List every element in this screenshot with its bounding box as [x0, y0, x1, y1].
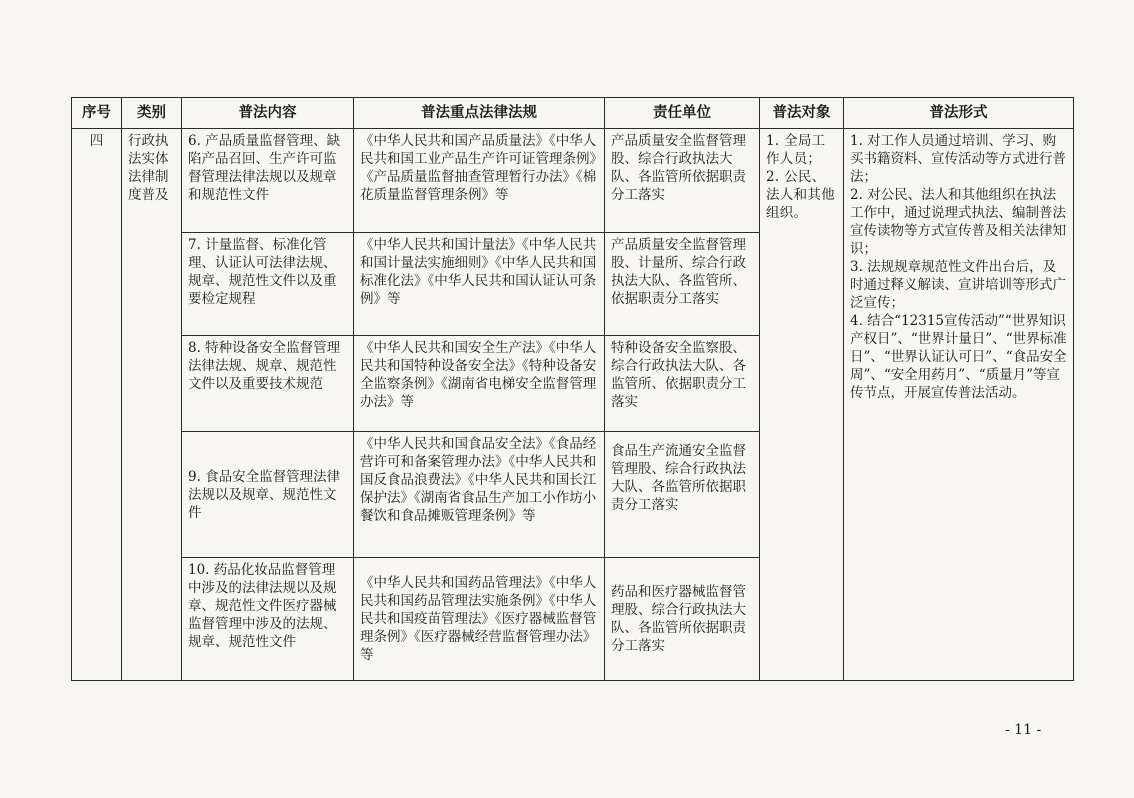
header-forms: 普法形式 — [844, 98, 1074, 129]
unit-cell — [605, 336, 760, 432]
unit-cell — [605, 558, 760, 681]
laws-cell — [354, 558, 605, 681]
unit-text: 产品质量安全监督管理股、计量所、综合行政执法大队、各监管所、依据职责分工落实 — [611, 237, 746, 307]
laws-text: 《中华人民共和国计量法》《中华人民共和国计量法实施细则》《中华人民共和国标准化法》《中华人民共和国认证认可条例》等 — [360, 237, 597, 307]
law-popularization-table — [71, 97, 1074, 681]
table-header-row — [72, 98, 1074, 129]
laws-cell — [354, 233, 605, 336]
target-text: 1. 全局工作人员； 2. 公民、法人和其他组织。 — [766, 133, 835, 221]
unit-text: 药品和医疗器械监督管理股、综合行政执法大队、各监管所依据职责分工落实 — [611, 584, 746, 654]
target-cell — [760, 129, 844, 681]
category-cell — [122, 129, 182, 681]
content-cell — [182, 129, 354, 233]
header-laws: 普法重点法律法规 — [354, 98, 605, 129]
table-row — [72, 129, 1074, 233]
content-text: 6. 产品质量监督管理、缺陷产品召回、生产许可监督管理法律法规以及规章和规范性文件 — [188, 133, 341, 203]
header-serial: 序号 — [72, 98, 122, 129]
content-cell — [182, 432, 354, 558]
content-cell — [182, 558, 354, 681]
serial-cell — [72, 129, 122, 681]
content-text: 8. 特种设备安全监督管理法律法规、规章、规范性文件以及重要技术规范 — [188, 340, 341, 392]
laws-cell — [354, 129, 605, 233]
page-number: - 11 - — [1005, 722, 1042, 738]
content-text: 7. 计量监督、标准化管理、认证认可法律法规、规章、规范性文件以及重要检定规程 — [188, 237, 337, 307]
laws-cell — [354, 432, 605, 558]
unit-text: 食品生产流通安全监督管理股、综合行政执法大队、各监管所依据职责分工落实 — [611, 443, 746, 513]
content-cell — [182, 336, 354, 432]
content-text: 9. 食品安全监督管理法律法规以及规章、规范性文件 — [188, 468, 341, 521]
header-unit: 责任单位 — [605, 98, 760, 129]
header-target: 普法对象 — [760, 98, 844, 129]
laws-text: 《中华人民共和国安全生产法》《中华人民共和国特种设备安全法》《特种设备安全监察条例》《湖南省电梯安全监督管理办法》等 — [360, 340, 597, 410]
unit-text: 特种设备安全监察股、综合行政执法大队、各监管所、依据职责分工落实 — [611, 340, 746, 410]
laws-text: 《中华人民共和国产品质量法》《中华人民共和国工业产品生产许可证管理条例》《产品质量监督抽查管理暂行办法》《棉花质量监督管理条例》等 — [360, 133, 597, 203]
unit-cell — [605, 233, 760, 336]
category-text: 行政执法实体法律制度普及 — [128, 133, 169, 203]
serial-number: 四 — [89, 133, 104, 149]
unit-text: 产品质量安全监督管理股、综合行政执法大队、各监管所依据职责分工落实 — [611, 133, 746, 203]
unit-cell — [605, 129, 760, 233]
laws-text: 《中华人民共和国食品安全法》《食品经营许可和备案管理办法》《中华人民共和国反食品浪费法》《中华人民共和国长江保护法》《湖南省食品生产加工小作坊小餐饮和食品摊贩管理条例》等 — [360, 436, 597, 524]
header-category: 类别 — [122, 98, 182, 129]
forms-cell — [844, 129, 1074, 681]
content-text: 10. 药品化妆品监督管理中涉及的法律法规以及规章、规范性文件医疗器械监督管理中涉及的法规、规章、规范性文件 — [188, 562, 337, 650]
unit-cell — [605, 432, 760, 558]
laws-cell — [354, 336, 605, 432]
laws-text: 《中华人民共和国药品管理法》《中华人民共和国药品管理法实施条例》《中华人民共和国疫苗管理法》《医疗器械监督管理条例》《医疗器械经营监督管理办法》等 — [360, 575, 597, 663]
content-cell — [182, 233, 354, 336]
header-content: 普法内容 — [182, 98, 354, 129]
forms-text: 1. 对工作人员通过培训、学习、购买书籍资料、宣传活动等方式进行普法； 2. 对公民、法人和其他组织在执法工作中，通过说理式执法、编制普法宣传读物等方式宣传普及相关法律知识； 3. 法规规章规范性文件出台后，及时通过释义解读、宣讲培训等形式广泛宣传； 4. 结合“12315宣传活动”“世界知识产权日”、“世界计量日”、“世界标准日”、“世界认证认可日”、“食品安全周”、“安全用药月”、“质量月”等宣传节点，开展宣传普法活动。 — [850, 133, 1067, 401]
